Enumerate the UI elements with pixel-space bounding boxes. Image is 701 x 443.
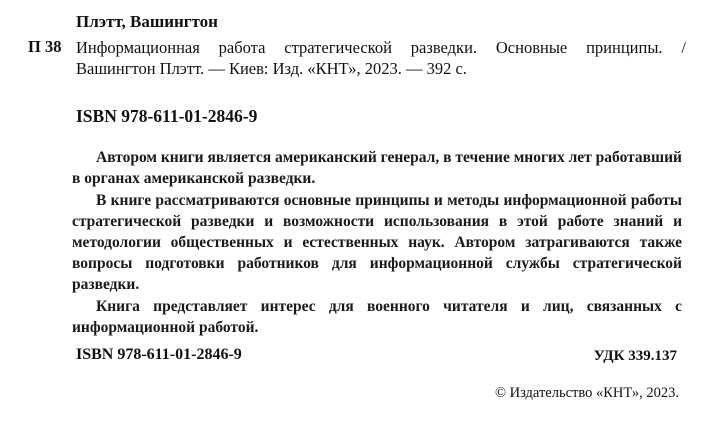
- isbn-bottom: ISBN 978-611-01-2846-9: [76, 346, 242, 363]
- annotation: [72, 147, 682, 339]
- index-code: П 38: [28, 37, 62, 56]
- bibliographic-line-1: Информационная работа стратегической разведки. Основные принципы. /: [76, 38, 686, 57]
- bibliographic-line-2: Вашингтон Плэтт. — Киев: Изд. «КНТ», 2023. — 392 с.: [76, 59, 467, 78]
- bibliographic-description: [76, 37, 686, 79]
- annotation-paragraph-1: Автором книги является американский генерал, в течение многих лет работавший в органах американской разведки.: [72, 149, 682, 187]
- copyright-notice: © Издательство «КНТ», 2023.: [494, 385, 679, 401]
- udk-code: УДК 339.137: [593, 348, 677, 364]
- author-heading: Плэтт, Вашингтон: [76, 12, 218, 31]
- annotation-paragraph-3: Книга представляет интерес для военного читателя и лиц, связанных с информационной работой.: [72, 298, 682, 336]
- annotation-paragraph-2: В книге рассматриваются основные принципы и методы информационной работы стратегической разведки и возможности использования в этой работе знаний и методологии общественных и естественных наук. Автором затрагиваются также вопросы подготовки работников для информационной службы стратегической разведки.: [72, 192, 682, 293]
- isbn-top: ISBN 978-611-01-2846-9: [76, 106, 258, 126]
